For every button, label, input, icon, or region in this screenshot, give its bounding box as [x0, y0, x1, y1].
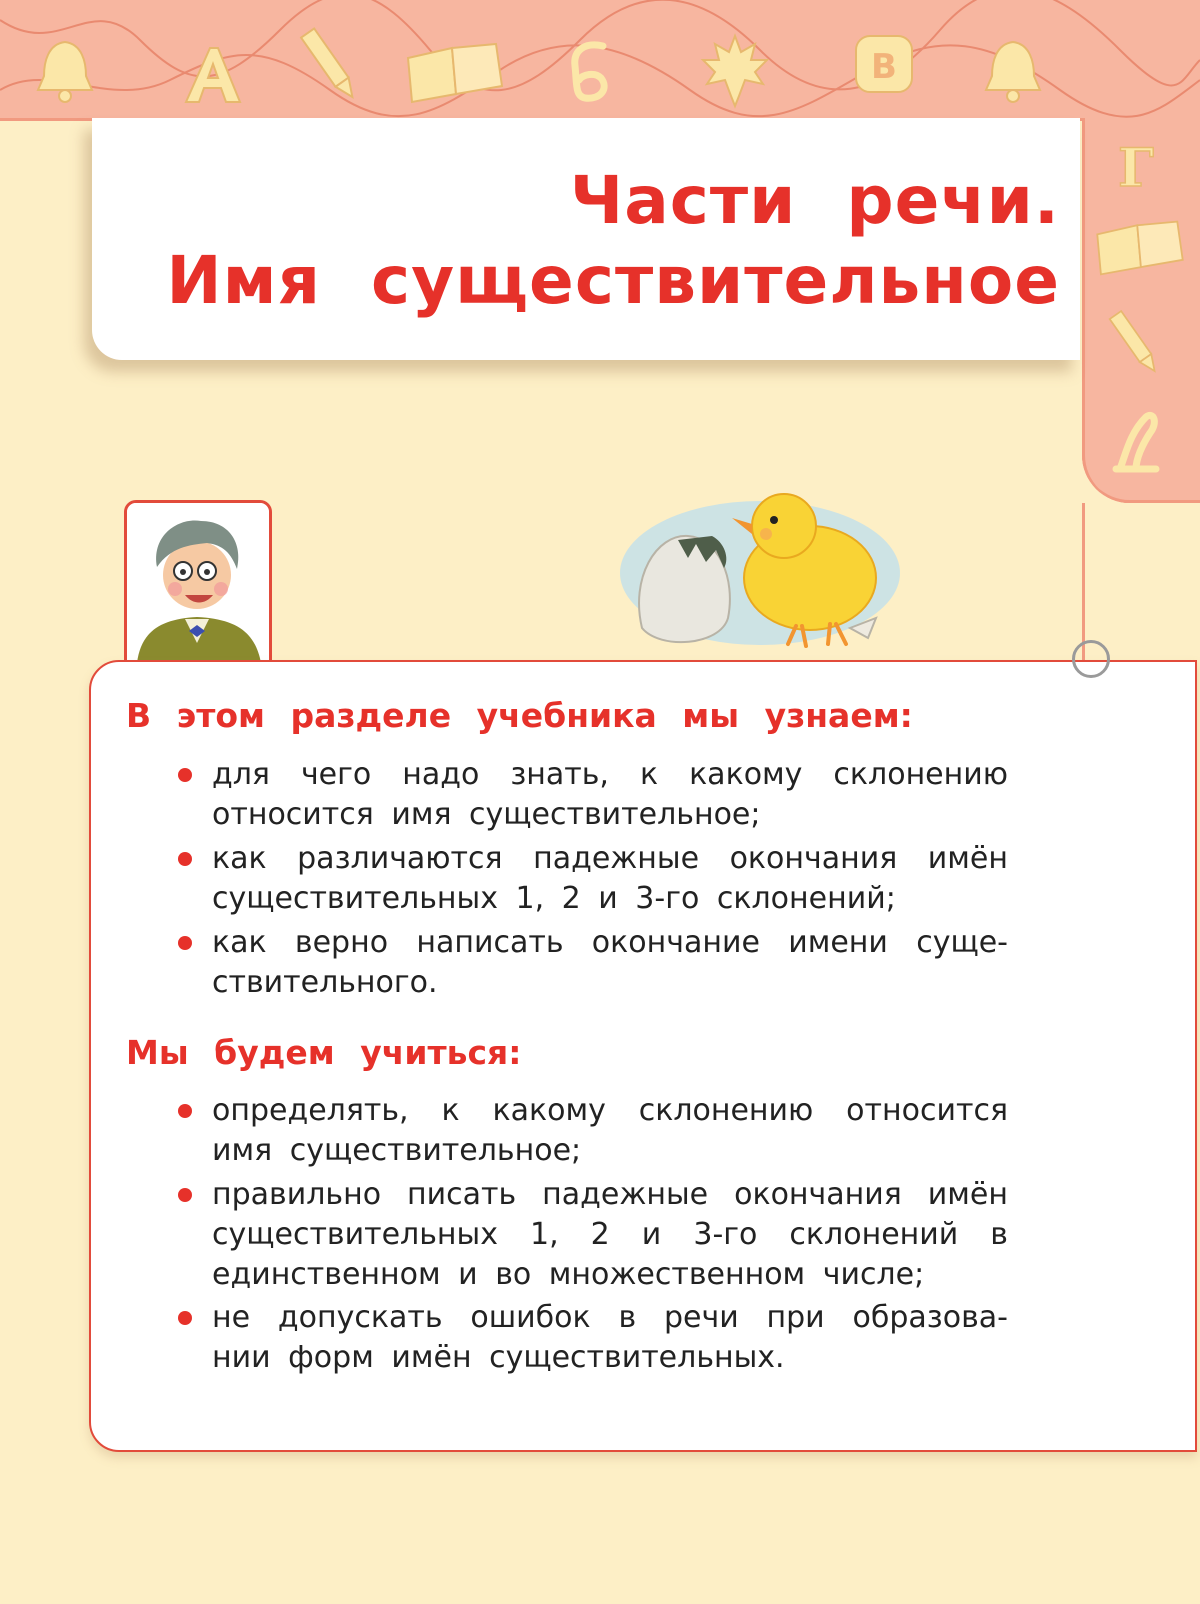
- letter-d-icon: [1096, 403, 1176, 483]
- chick-illustration: [620, 478, 920, 658]
- bell-icon: [30, 36, 100, 108]
- title-card: [92, 118, 1080, 360]
- bullet-icon: [178, 1188, 192, 1202]
- side-rule: [1082, 503, 1085, 663]
- binder-ring: [1072, 640, 1110, 678]
- bell-icon-2: [978, 36, 1048, 108]
- letter-b-icon: [555, 36, 625, 108]
- maple-leaf-icon: [695, 30, 775, 110]
- bullet-icon: [178, 1311, 192, 1325]
- teacher-portrait: [124, 500, 272, 666]
- open-book-icon-2: [1090, 213, 1190, 283]
- bullet-icon: [178, 1104, 192, 1118]
- letter-g-icon: [1096, 128, 1176, 208]
- svg-text:Г: Г: [1118, 138, 1154, 199]
- decorative-banner: [0, 0, 1200, 118]
- section-heading-learn: В этом разделе учебника мы узнаем:: [126, 696, 913, 735]
- letter-v-icon: [850, 30, 920, 100]
- list-item: правильно писать падежные окончания имён существительных 1, 2 и 3-го склонений в единственном и во множественном числе;: [212, 1177, 1008, 1292]
- bullet-icon: [178, 768, 192, 782]
- section-heading-study: Мы будем учиться:: [126, 1033, 522, 1072]
- pencil-icon-2: [1100, 298, 1170, 388]
- teacher-illustration: [127, 503, 269, 663]
- open-book-icon: [400, 38, 510, 108]
- list-item: как различаются падежные окончания имён существительных 1, 2 и 3-го склонений;: [212, 841, 1008, 916]
- pencil-icon: [290, 20, 370, 110]
- bullet-icon: [178, 936, 192, 950]
- list-item: как верно написать окончание имени суще- ствительного.: [212, 925, 1008, 1000]
- side-decoration-tab: [1082, 118, 1200, 503]
- bullet-icon: [178, 852, 192, 866]
- list-item: определять, к какому склонению относится имя существительное;: [212, 1093, 1008, 1168]
- list-item: не допускать ошибок в речи при образова- нии форм имён существительных.: [212, 1300, 1008, 1375]
- svg-text:В: В: [871, 47, 897, 87]
- letter-a-icon: [178, 40, 248, 110]
- page-title-line-1: Части речи.: [569, 162, 1060, 239]
- page-title-line-2: Имя существительное: [166, 242, 1060, 319]
- list-item: для чего надо знать, к какому склонению относится имя существительное;: [212, 757, 1008, 832]
